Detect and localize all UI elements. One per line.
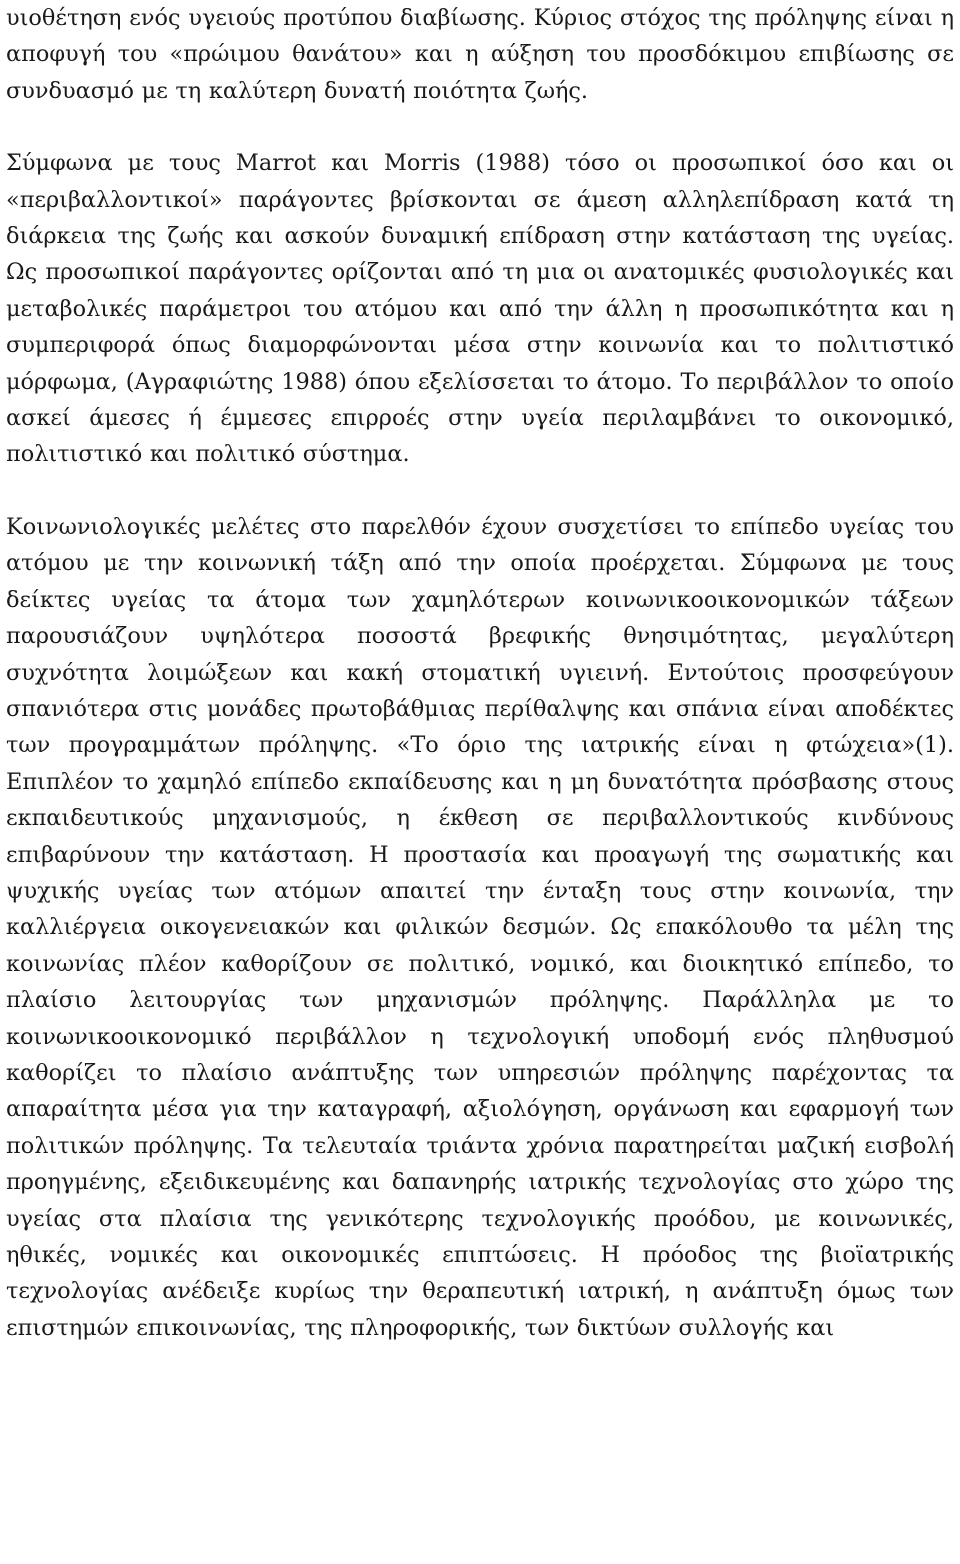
paragraph-1: υιοθέτηση ενός υγειούς προτύπου διαβίωσης. Κύριος στόχος της πρόληψης είναι η αποφυγή του «πρώιμου θανάτου» και η αύξηση του προσδόκιμου επιβίωσης σε συνδυασμό με τη καλύτερη δυνατή ποιότητα ζωής.: [6, 5, 954, 104]
paragraph-2: Σύμφωνα με τους Marrot και Morris (1988) τόσο οι προσωπικοί όσο και οι «περιβαλλοντικοί» παράγοντες βρίσκονται σε άμεση αλληλεπίδραση κατά τη διάρκεια της ζωής και ασκούν δυναμική επίδραση στην κατάσταση της υγείας. Ως προσωπικοί παράγοντες ορίζονται από τη μια οι ανατομικές φυσιολογικές και μεταβολικές παράμετροι του ατόμου και από την άλλη η προσωπικότητα και η συμπεριφορά όπως διαμορφώνονται μέσα στην κοινωνία και το πολιτιστικό μόρφωμα, (Αγραφιώτης 1988) όπου εξελίσσεται το άτομο. Το περιβάλλον το οποίο ασκεί άμεσες ή έμμεσες επιρροές στην υγεία περιλαμβάνει το οικονομικό, πολιτιστικό και πολιτικό σύστημα.: [6, 150, 954, 468]
document-page: [6, 0, 954, 1346]
paragraph-3: Κοινωνιολογικές μελέτες στο παρελθόν έχουν συσχετίσει το επίπεδο υγείας του ατόμου με την κοινωνική τάξη από την οποία προέρχεται. Σύμφωνα με τους δείκτες υγείας τα άτομα των χαμηλότερων κοινωνικοοικονομικών τάξεων παρουσιάζουν υψηλότερα ποσοστά βρεφικής θνησιμότητας, μεγαλύτερη συχνότητα λοιμώξεων και κακή στοματική υγιεινή. Εντούτοις προσφεύγουν σπανιότερα στις μονάδες πρωτοβάθμιας περίθαλψης και σπάνια είναι αποδέκτες των προγραμμάτων πρόληψης. «Το όριο της ιατρικής είναι η φτώχεια»(1). Επιπλέον το χαμηλό επίπεδο εκπαίδευσης και η μη δυνατότητα πρόσβασης στους εκπαιδευτικούς μηχανισμούς, η έκθεση σε περιβαλλοντικούς κινδύνους επιβαρύνουν την κατάσταση. Η προστασία και προαγωγή της σωματικής και ψυχικής υγείας των ατόμων απαιτεί την ένταξη τους στην κοινωνία, την καλλιέργεια οικογενειακών και φιλικών δεσμών. Ως επακόλουθο τα μέλη της κοινωνίας πλέον καθορίζουν σε πολιτικό, νομικό, και διοικητικό επίπεδο, το πλαίσιο λειτουργίας των μηχανισμών πρόληψης. Παράλληλα με το κοινωνικοοικονομικό περιβάλλον η τεχνολογική υποδομή ενός πληθυσμού καθορίζει το πλαίσιο ανάπτυξης των υπηρεσιών πρόληψης παρέχοντας τα απαραίτητα μέσα για την καταγραφή, αξιολόγηση, οργάνωση και εφαρμογή των πολιτικών πρόληψης. Τα τελευταία τριάντα χρόνια παρατηρείται μαζική εισβολή προηγμένης, εξειδικευμένης και δαπανηρής ιατρικής τεχνολογίας στο χώρο της υγείας στα πλαίσια της γενικότερης τεχνολογικής προόδου, με κοινωνικές, ηθικές, νομικές και οικονομικές επιπτώσεις. Η πρόοδος της βιοϊατρικής τεχνολογίας ανέδειξε κυρίως την θεραπευτική ιατρική, η ανάπτυξη όμως των επιστημών επικοινωνίας, της πληροφορικής, των δικτύων συλλογής και: [6, 513, 954, 1341]
